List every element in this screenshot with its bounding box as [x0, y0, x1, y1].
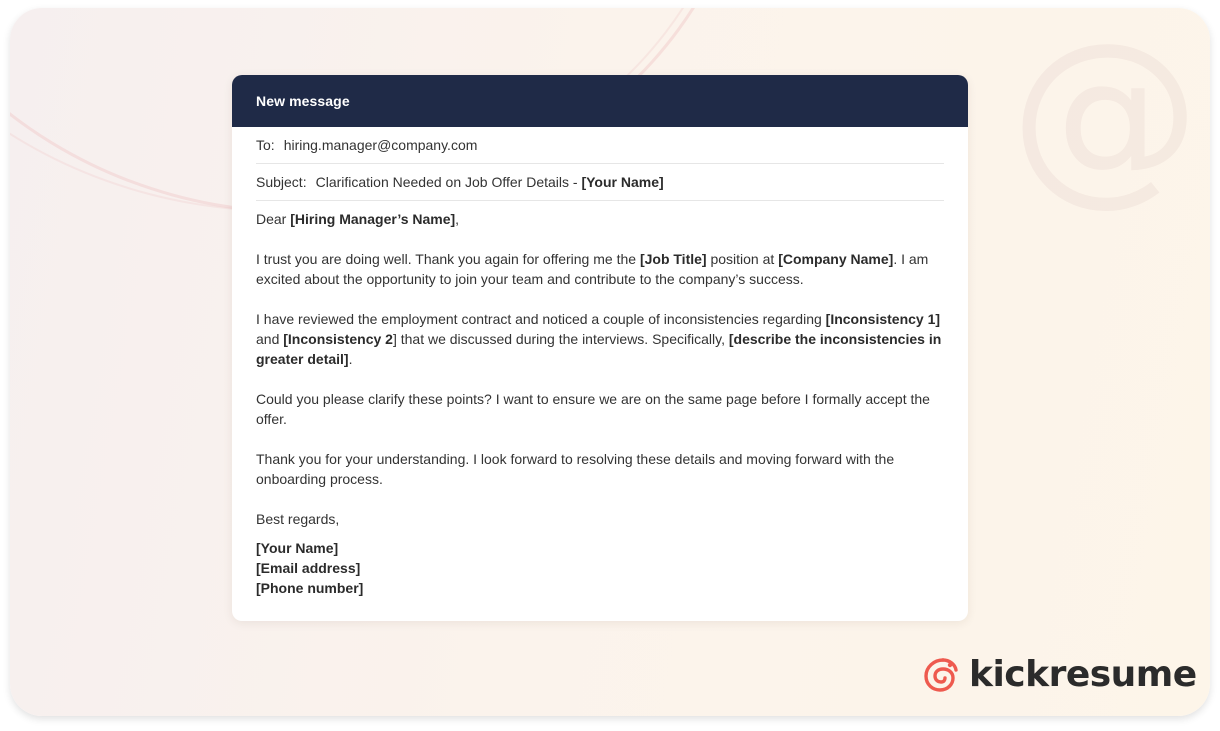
- compose-body: [232, 127, 968, 598]
- greeting: [256, 209, 944, 229]
- to-field[interactable]: hiring.manager@company.com: [283, 137, 478, 153]
- closing: Best regards,: [256, 511, 340, 527]
- message-body[interactable]: [256, 201, 944, 598]
- paragraph-2: [256, 309, 944, 369]
- signature-phone: [Phone number]: [256, 580, 364, 596]
- logo-text: kickresume: [969, 653, 1197, 695]
- paragraph-3: Could you please clarify these points? I want to ensure we are on the same page before I formally accept the offer.: [256, 391, 930, 427]
- p2-text-b: and: [256, 331, 284, 347]
- subject-field-row[interactable]: [256, 164, 944, 201]
- at-sign-icon: @: [1010, 8, 1200, 223]
- p1-text-c: . I am excited about the opportunity to join your team and contribute to the company’s success.: [256, 251, 929, 287]
- greeting-prefix: Dear: [256, 211, 291, 227]
- subject-label: Subject:: [256, 174, 307, 190]
- paragraph-4: Thank you for your understanding. I look forward to resolving these details and moving forward with the onboarding process.: [256, 451, 895, 487]
- p2-inconsistency-2: [Inconsistency 2: [283, 331, 393, 347]
- signature: [256, 538, 944, 598]
- paragraph-1: [256, 249, 944, 289]
- p1-company-name: [Company Name]: [778, 251, 894, 267]
- p1-job-title: [Job Title]: [639, 251, 707, 267]
- greeting-name: [Hiring Manager’s Name]: [290, 211, 456, 227]
- compose-title: New message: [256, 93, 350, 109]
- chameleon-logo-icon: [921, 654, 961, 694]
- subject-text: Clarification Needed on Job Offer Details -: [315, 174, 582, 190]
- kickresume-logo: [921, 651, 1197, 697]
- p1-text-a: I trust you are doing well. Thank you again for offering me the: [256, 251, 640, 267]
- p2-text-d: .: [348, 351, 353, 367]
- to-label: To:: [256, 137, 275, 153]
- subject-placeholder: [Your Name]: [581, 174, 664, 190]
- p2-describe: [describe the inconsistencies in greater detail]: [256, 331, 942, 367]
- compose-header: [232, 75, 968, 127]
- greeting-suffix: ,: [455, 211, 460, 227]
- p2-inconsistency-1: [Inconsistency 1]: [825, 311, 941, 327]
- signature-name: [Your Name]: [256, 540, 339, 556]
- email-compose-window: [232, 75, 968, 621]
- subject-field[interactable]: [316, 174, 664, 190]
- p2-text-c: ] that we discussed during the interviews. Specifically,: [392, 331, 729, 347]
- signature-email: [Email address]: [256, 560, 361, 576]
- p1-text-b: position at: [706, 251, 779, 267]
- p2-text-a: I have reviewed the employment contract and noticed a couple of inconsistencies regarding: [256, 311, 826, 327]
- to-field-row[interactable]: [256, 127, 944, 164]
